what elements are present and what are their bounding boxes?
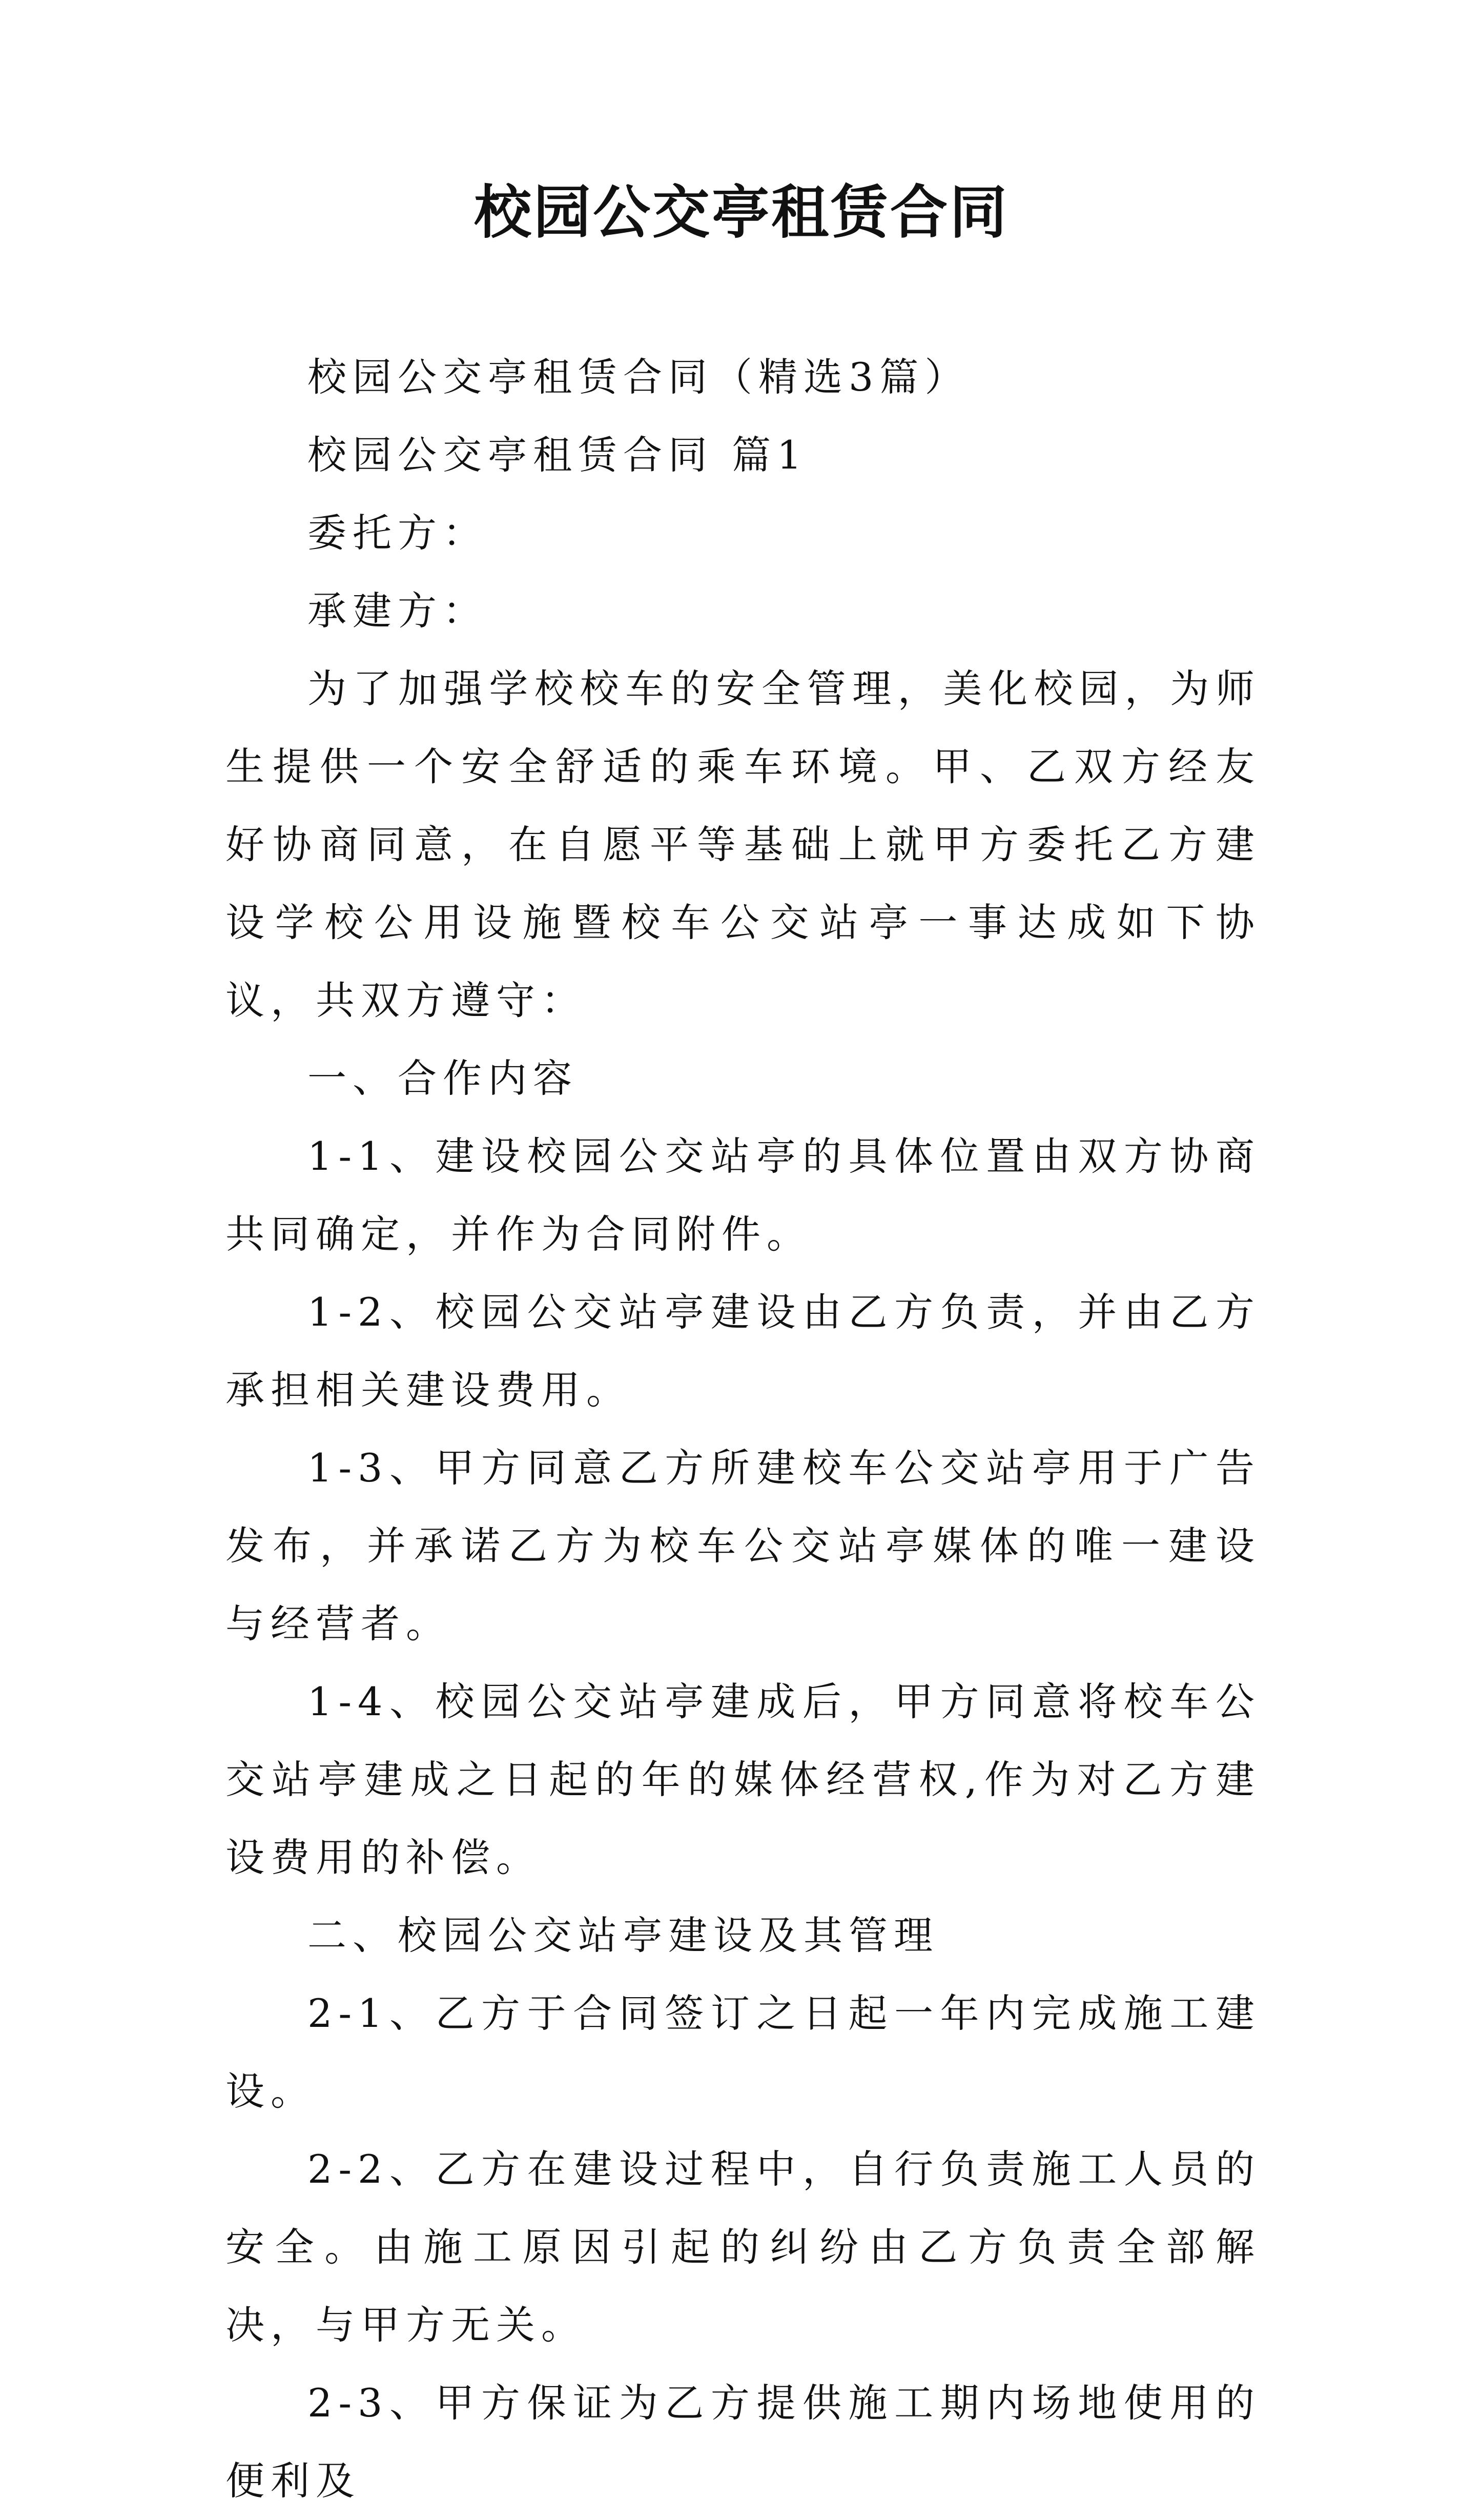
document-title: 校园公交亭租赁合同 (474, 179, 1009, 246)
clause-1-2: 1-2、校园公交站亭建设由乙方负责，并由乙方承担相关建设费用。 (225, 1289, 1261, 1413)
contractor-party-line: 承建方： (307, 588, 488, 634)
clause-2-3: 2-3、甲方保证为乙方提供施工期内场地使用的便利及 (225, 2380, 1261, 2504)
client-party-line: 委托方： (307, 510, 488, 556)
clause-heading-1: 一、合作内容 (307, 1055, 578, 1101)
clause-1-1: 1-1、建设校园公交站亭的具体位置由双方协商共同确定，并作为合同附件。 (225, 1133, 1261, 1257)
document-body (225, 338, 1261, 2520)
clause-heading-2: 二、校园公交站亭建设及其管理 (307, 1913, 939, 1958)
clause-2-2: 2-2、乙方在建设过程中，自行负责施工人员的安全。由施工原因引起的纠纷由乙方负责全部解决，与甲方无关。 (225, 2146, 1261, 2348)
clause-1-3: 1-3、甲方同意乙方所建校车公交站亭用于广告发布，并承诺乙方为校车公交站亭媒体的唯一建设与经营者。 (225, 1445, 1261, 1647)
section-heading-paragraph: 校园公交亭租赁合同 篇1 (307, 432, 808, 478)
subtitle-paragraph: 校园公交亭租赁合同（精选3篇） (307, 354, 970, 400)
clause-2-1: 2-1、乙方于合同签订之日起一年内完成施工建设。 (225, 1990, 1261, 2114)
preamble-paragraph: 为了加强学校校车的安全管理，美化校园，为师生提供一个安全舒适的乘车环境。甲、乙双方经友好协商同意，在自愿平等基础上就甲方委托乙方建设学校公用设施暨校车公交站亭一事达成如下协议，共双方遵守： (225, 666, 1261, 1023)
clause-1-4: 1-4、校园公交站亭建成后，甲方同意将校车公交站亭建成之日起的年的媒体经营权,作为对乙方建设费用的补偿。 (225, 1679, 1261, 1880)
